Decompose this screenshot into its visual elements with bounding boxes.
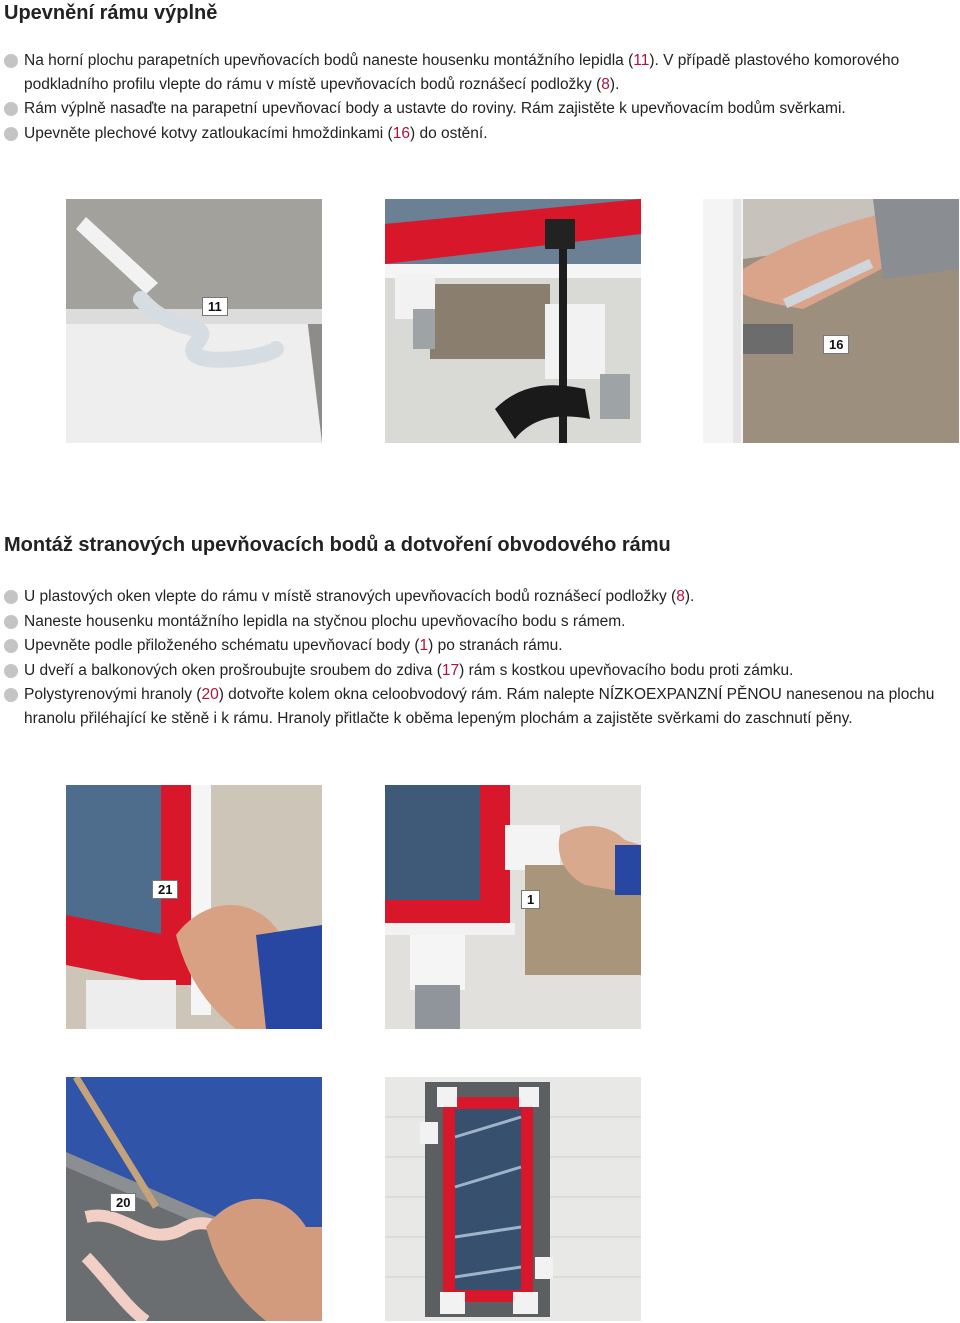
item-text: Naneste housenku montážního lepidla na styčnou plochu upevňovacího bodu s rámem. (24, 612, 626, 630)
item-text: ). (684, 588, 695, 605)
item-text: ) do ostění. (409, 124, 488, 142)
item-text: Upevněte plechové kotvy zatloukacími hmoždinkami ( (24, 124, 393, 142)
reference-label: 20 (110, 1193, 136, 1212)
list-item (4, 97, 960, 121)
item-text: Upevněte podle přiloženého schématu upevňovací body ( (24, 637, 420, 654)
photo-adhesive-bead (66, 199, 322, 443)
reference-number: 11 (633, 52, 650, 69)
reference-label: 1 (521, 890, 540, 909)
reference-number: 20 (201, 686, 219, 703)
item-text: U plastových oken vlepte do rámu v místě stranových upevňovacích bodů roznášecí podložky ( (24, 588, 677, 605)
list-item (4, 634, 960, 658)
frame-mounting-steps (4, 49, 960, 146)
item-text: Polystyrenovými hranoly ( (24, 686, 202, 703)
item-text: U dveří a balkonových oken prošroubujte sroubem do zdiva ( (24, 661, 442, 679)
list-item (4, 659, 960, 683)
list-item (4, 585, 960, 609)
reference-number: 8 (601, 75, 610, 93)
item-text: ) rám s kostkou upevňovacího bodu proti zámku. (459, 661, 794, 679)
list-item (4, 122, 960, 146)
reference-label: 16 (823, 335, 849, 354)
reference-number: 16 (392, 124, 410, 142)
photo-anchor-dowel (703, 199, 959, 443)
reference-label: 11 (202, 297, 228, 316)
photo-side-support-pad (66, 785, 322, 1029)
reference-number: 1 (419, 637, 429, 654)
photo-completed-surround (385, 1077, 641, 1321)
list-item (4, 49, 960, 96)
list-item (4, 610, 960, 634)
list-item (4, 683, 960, 730)
item-text: ). (609, 75, 620, 93)
item-text: Rám výplně nasaďte na parapetní upevňovací body a ustavte do roviny. Rám zajistěte k upevňovacím bodům svěrkami. (24, 100, 846, 117)
side-fixings-steps (4, 585, 960, 731)
item-text: ) po stranách rámu. (428, 637, 563, 654)
reference-number: 8 (676, 588, 685, 605)
photo-side-fixing-block (385, 785, 641, 1029)
section-title-side-fixings: Montáž stranových upevňovacích bodů a dotvoření obvodového rámu (4, 534, 671, 556)
photo-foam-on-polystyrene (66, 1077, 322, 1321)
photo-window-frame-clamp (385, 199, 641, 443)
reference-number: 17 (441, 661, 460, 679)
item-text: ). V případě plastového komorového podkladního profilu vlepte do rámu v místě upevňovacích bodů roznášecí podložky ( (24, 52, 900, 93)
item-text: ) dotvořte kolem okna celoobvodový rám. Rám nalepte NÍZKOEXPANZNÍ PĚNOU nanesenou na plochu hranolu přiléhající ke stěně i k rámu. Hranoly přitlačte k oběma lepeným plochám a zajistěte svěrkami do zaschnutí pěny. (24, 686, 935, 727)
reference-label: 21 (152, 880, 178, 899)
section-title-frame-mounting: Upevnění rámu výplně (4, 2, 218, 24)
item-text: Na horní plochu parapetních upevňovacích bodů naneste housenku montážního lepidla ( (24, 52, 634, 69)
